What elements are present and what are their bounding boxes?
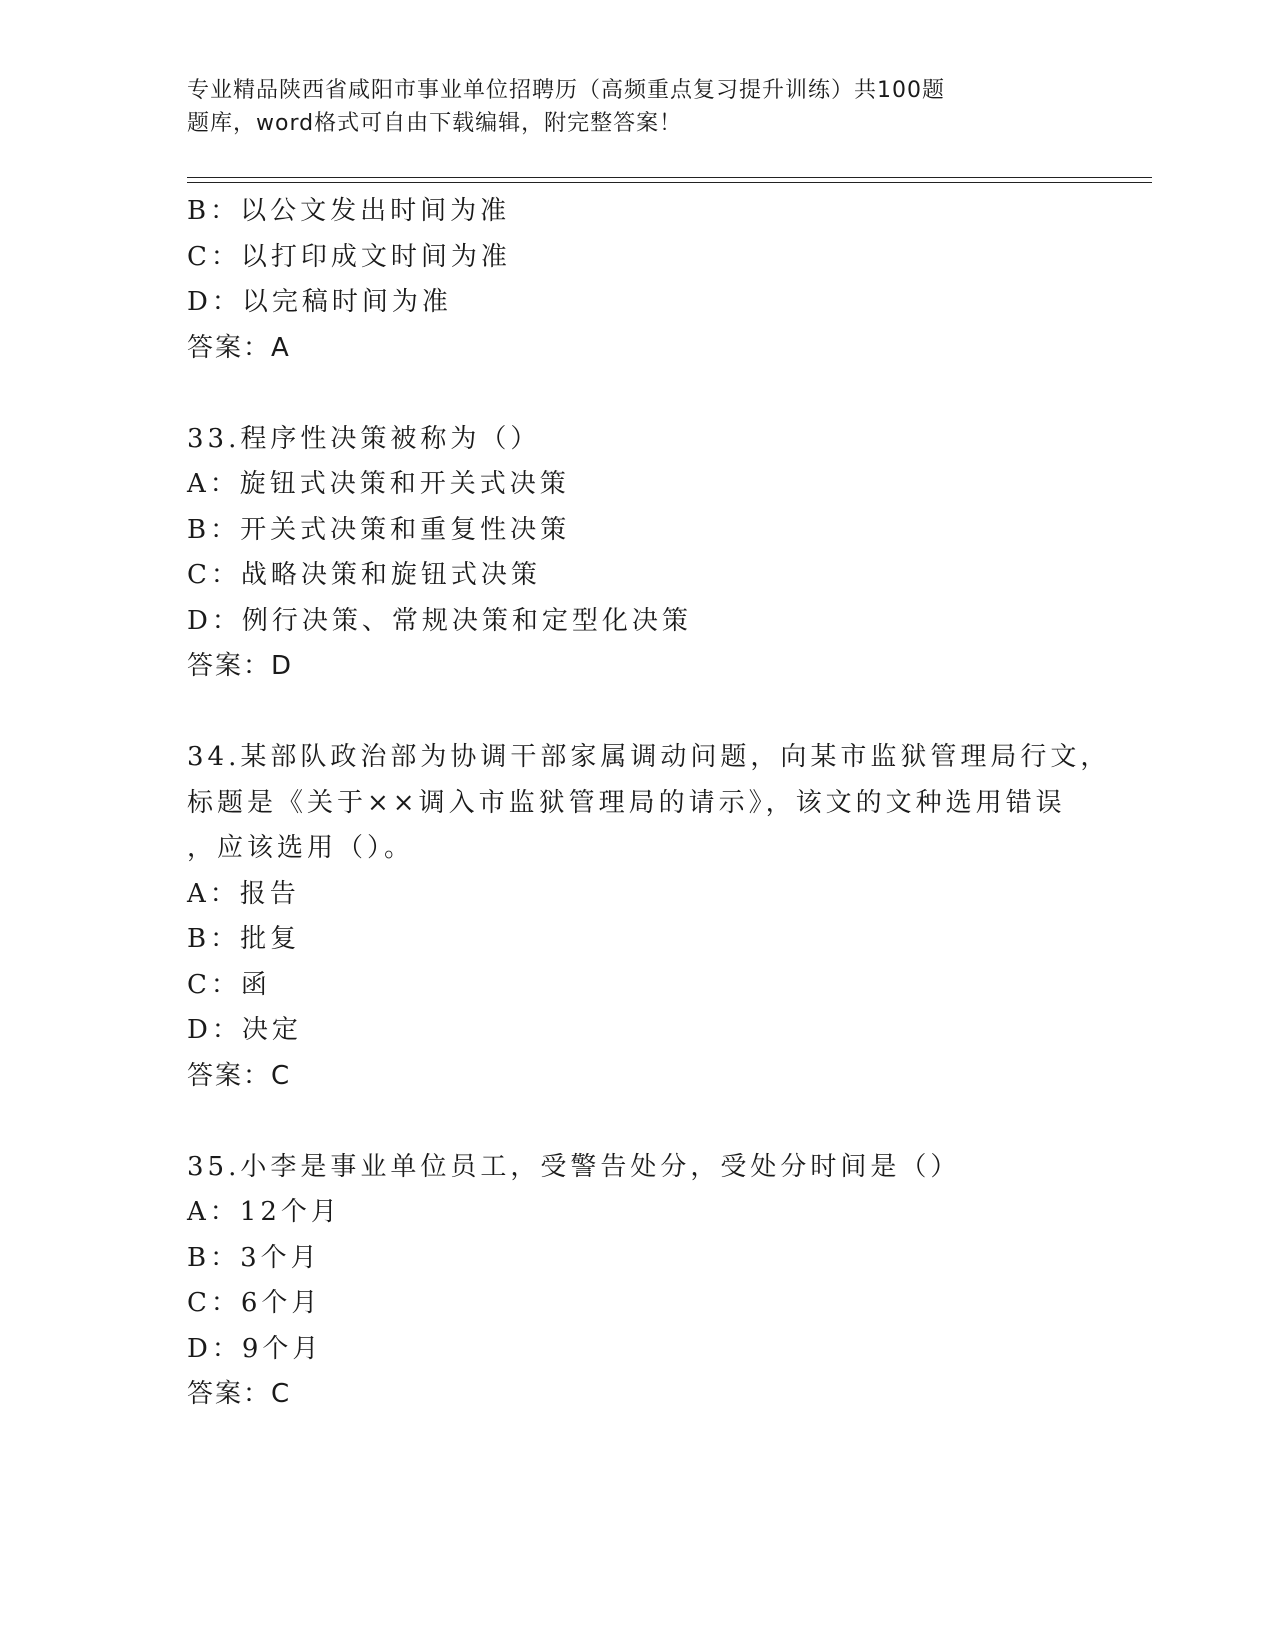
question-text-line-3: ，应该选用（）。 <box>187 833 415 863</box>
question-block-33 <box>187 417 1087 690</box>
question-list <box>187 189 1111 1418</box>
document-header <box>187 74 1067 140</box>
question-block-prev <box>187 189 1087 371</box>
option-a: A：报告 <box>187 878 300 909</box>
header-divider-bottom <box>187 182 1152 183</box>
question-text-line-1: 34.某部队政治部为协调干部家属调动问题，向某市监狱管理局行文， <box>187 742 1111 772</box>
option-d: D：决定 <box>187 1015 302 1045</box>
option-b: B：3个月 <box>187 1242 321 1273</box>
question-block-34 <box>187 735 1111 1099</box>
option-c: C：6个月 <box>187 1288 322 1318</box>
question-text-line-2: 标题是《关于××调入市监狱管理局的请示》，该文的文种选用错误 <box>187 787 1066 818</box>
spacer <box>187 371 1087 417</box>
option-b: B：以公文发出时间为准 <box>187 196 511 226</box>
option-b: B：批复 <box>187 924 301 954</box>
option-a: A：12个月 <box>187 1197 341 1227</box>
option-c: C：以打印成文时间为准 <box>187 241 511 272</box>
question-text: 35.小李是事业单位员工，受警告处分，受处分时间是（） <box>187 1151 961 1182</box>
header-line-1: 专业精品陕西省咸阳市事业单位招聘历（高频重点复习提升训练）共100题 <box>187 78 945 103</box>
option-c: C：战略决策和旋钮式决策 <box>187 560 541 590</box>
option-d: D：9个月 <box>187 1333 323 1364</box>
answer: 答案：C <box>187 1060 292 1091</box>
option-b: B：开关式决策和重复性决策 <box>187 514 571 545</box>
option-d: D：例行决策、常规决策和定型化决策 <box>187 605 692 636</box>
option-d: D：以完稿时间为准 <box>187 287 452 317</box>
question-text: 33.程序性决策被称为（） <box>187 423 541 454</box>
spacer <box>187 690 1087 736</box>
header-line-2: 题库，word格式可自由下载编辑，附完整答案！ <box>187 111 683 136</box>
spacer <box>187 1099 1087 1145</box>
option-c: C：函 <box>187 969 271 1000</box>
answer: 答案：C <box>187 1379 292 1409</box>
answer: 答案：D <box>187 651 294 681</box>
answer: 答案：A <box>187 332 291 363</box>
question-block-35 <box>187 1145 1087 1418</box>
option-a: A：旋钮式决策和开关式决策 <box>187 469 570 499</box>
header-divider-top <box>187 177 1152 178</box>
